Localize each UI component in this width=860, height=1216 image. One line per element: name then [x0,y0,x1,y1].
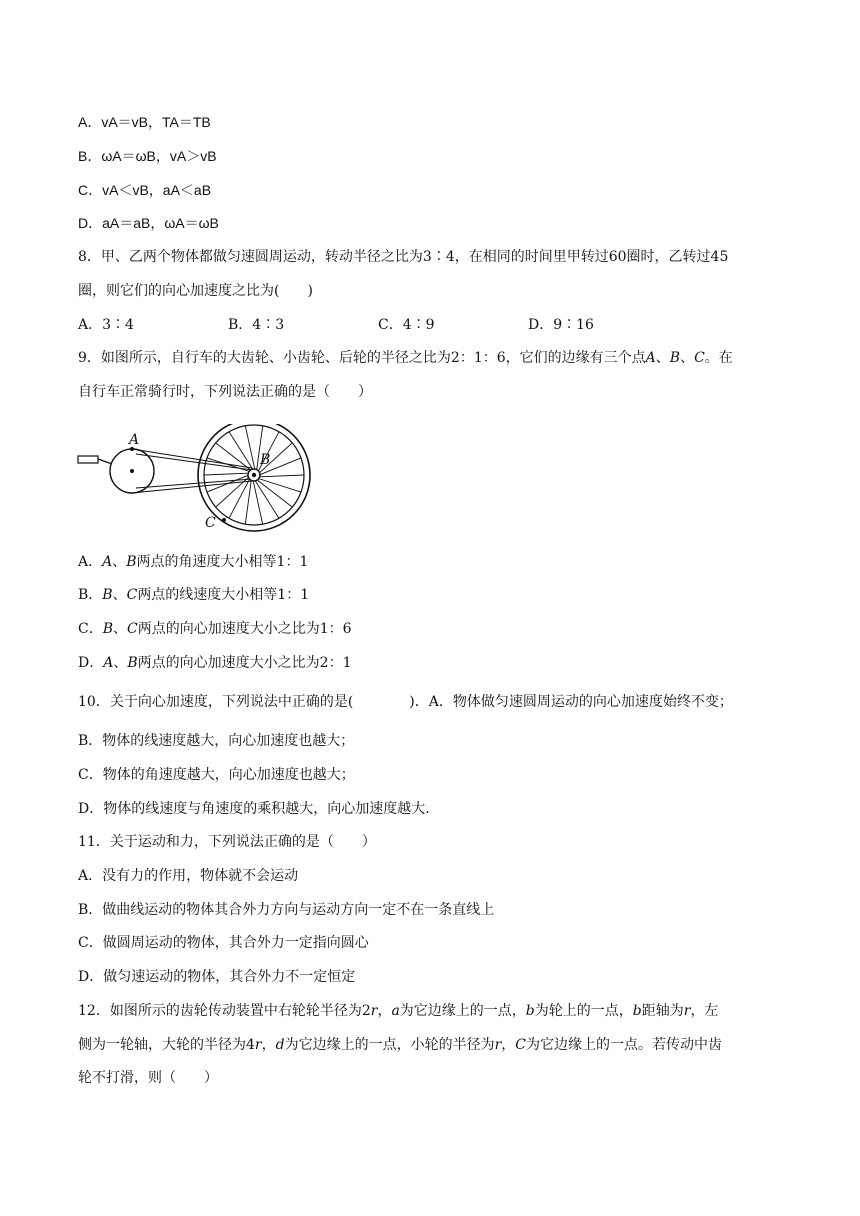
wheel-spoke [204,473,248,475]
q10-stem-line1: 10．关于向心加速度，下列说法中正确的是( )．A．物体做匀速圆周运动的向心加速度始终不变； [78,694,733,710]
wheel-spoke [245,480,251,524]
q10-option-c: C．物体的角速度越大，向心加速度也越大； [78,767,355,783]
pedal-shape [78,456,98,463]
q9-stem-line1: 9．如图所示，自行车的大齿轮、小齿轮、后轮的半径之比为2：1：6，它们的边缘有三个点A、B、C。在 [78,350,733,366]
label-a: A [129,432,140,448]
big-gear-center [130,469,134,473]
q7-option-c: C．vA＜vB，aA＜aB [78,182,212,198]
bicycle-gear-figure [74,424,334,536]
wheel-spoke [245,426,254,469]
q8-option-d: D．9∶16 [528,317,594,333]
wheel-spoke [255,481,279,518]
q9-stem-line2: 自行车正常骑行时，下列说法正确的是（ ） [78,384,372,400]
q9-option-c: C．B、C两点的向心加速度大小之比为1：6 [78,621,352,637]
q8-stem-line2: 圈，则它们的向心加速度之比为( ) [78,283,313,299]
wheel-spoke [260,475,304,477]
q10-option-b: B．物体的线速度越大，向心加速度也越大； [78,733,355,749]
q9-option-d: D．A、B两点的向心加速度大小之比为2：1 [78,655,352,671]
q9-option-a: A．A、B两点的角速度大小相等1：1 [78,554,309,570]
q7-option-d: D．aA＝aB，ωA＝ωB [78,215,219,231]
wheel-spoke [253,481,262,524]
q8-option-c: C．4∶9 [378,317,435,333]
q8-option-b: B．4∶3 [228,317,285,333]
q11-option-c: C．做圆周运动的物体，其合外力一定指向圆心 [78,935,369,951]
q8-option-a: A．3∶4 [78,317,134,333]
point-c-dot [222,518,226,522]
label-b: B [260,452,271,468]
q8-stem-line1: 8．甲、乙两个物体都做匀速圆周运动，转动半径之比为3∶4，在相同的时间里甲转过60圈时，乙转过45 [78,249,729,265]
q11-option-b: B．做曲线运动的物体其合外力方向与运动方向一定不在一条直线上 [78,902,495,918]
wheel-spoke [229,432,253,469]
q10-option-d: D．物体的线速度与角速度的乘积越大，向心加速度越大. [78,801,430,817]
q11-option-a: A．没有力的作用，物体就不会运动 [78,868,299,884]
q11-stem: 11．关于运动和力，下列说法正确的是（ ） [78,834,376,850]
q7-option-a: A．vA＝vB，TA＝TB [78,114,211,130]
label-c: C [205,515,216,531]
q12-stem-line3: 轮不打滑，则（ ） [78,1070,218,1086]
q12-stem-line1: 12．如图所示的齿轮传动装置中右轮轮半径为2r，a为它边缘上的一点，b为轮上的一点，b距轴为r，左 [78,1003,719,1019]
wheel-spoke [259,479,301,492]
q7-option-b: B．ωA＝ωB，vA＞vB [78,148,217,164]
q11-option-d: D．做匀速运动的物体，其合外力不一定恒定 [78,969,356,985]
q12-stem-line2: 侧为一轮轴，大轮的半径为4r，d为它边缘上的一点，小轮的半径为r，C为它边缘上的一点。若传动中齿 [78,1037,723,1053]
q9-option-b: B．B、C两点的线速度大小相等1：1 [78,587,310,603]
hub-center [252,473,256,477]
